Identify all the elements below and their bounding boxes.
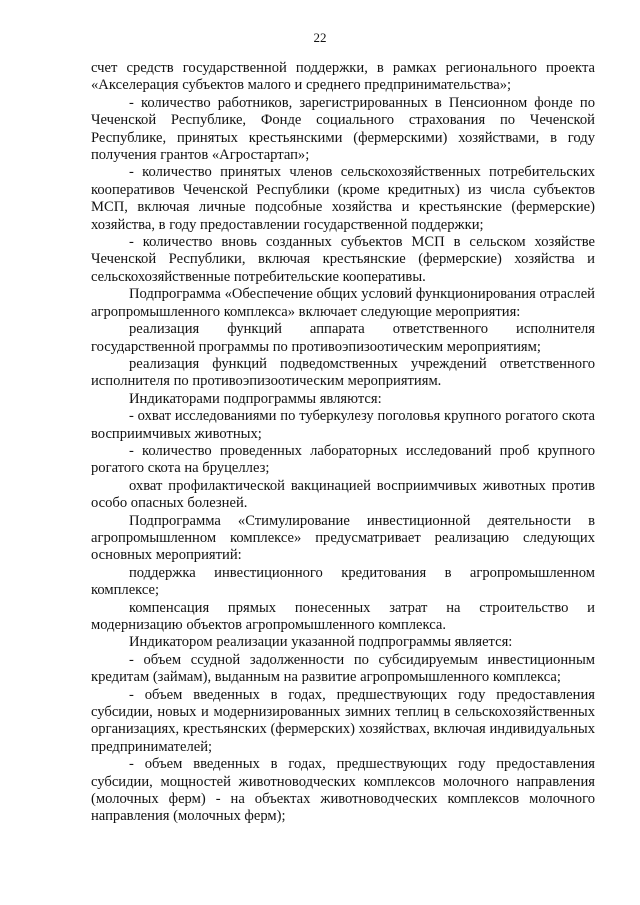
subprogram-paragraph: Подпрограмма «Стимулирование инвестиционной деятельности в агропромышленном комплексе» предусматривает реализацию следующих основных мероприятий: [91,512,595,564]
bullet-paragraph: - количество принятых членов сельскохозяйственных потребительских кооперативов Чеченской Республики (кроме кредитных) из числа субъектов МСП, включая личные подсобные хозяйства и крестьянские (фермерские) хозяйства, в году предоставлении государственной поддержки; [91,164,595,233]
paragraph: счет средств государственной поддержки, в рамках регионального проекта «Акселерация субъектов малого и среднего предпринимательства»; [91,60,595,94]
subprogram-paragraph: Подпрограмма «Обеспечение общих условий функционирования отраслей агропромышленного комплекса» включает следующие мероприятия: [91,286,595,320]
bullet-paragraph: - количество вновь созданных субъектов МСП в сельском хозяйстве Чеченской Республики, включая крестьянские (фермерские) хозяйства и сельскохозяйственные потребительские кооперативы. [91,234,595,285]
paragraph: реализация функций аппарата ответственного исполнителя государственной программы по противоэпизоотическим мероприятиям; [91,321,595,355]
document-body [91,60,595,826]
paragraph: реализация функций подведомственных учреждений ответственного исполнителя по противоэпизоотическим мероприятиям. [91,355,595,390]
bullet-paragraph: - объем введенных в годах, предшествующих году предоставления субсидии, новых и модернизированных зимних теплиц в сельскохозяйственных организациях, крестьянских (фермерских) хозяйствах, включая индивидуальных предпринимателей; [91,686,595,755]
paragraph: поддержка инвестиционного кредитования в агропромышленном комплексе; [91,564,595,599]
paragraph: компенсация прямых понесенных затрат на строительство и модернизацию объектов агропромышленного комплекса. [91,599,595,633]
bullet-paragraph: - количество работников, зарегистрированных в Пенсионном фонде по Чеченской Республике, Фонде социального страхования по Чеченской Республике, принятых крестьянскими (фермерскими) хозяйствами, в году получения грантов «Агростартап»; [91,94,595,164]
bullet-paragraph: - количество проведенных лабораторных исследований проб крупного рогатого скота на бруцеллез; [91,442,595,477]
indicators-heading: Индикаторами подпрограммы являются: [129,390,382,407]
paragraph: охват профилактической вакцинацией восприимчивых животных против особо опасных болезней. [91,477,595,512]
indicators-heading: Индикатором реализации указанной подпрограммы является: [129,634,513,651]
bullet-paragraph: - объем введенных в годах, предшествующих году предоставления субсидии, мощностей животноводческих комплексов молочного направления (молочных ферм) - на объектах животноводческих комплексов молочного направления (молочных ферм); [91,756,595,825]
bullet-paragraph: - охват исследованиями по туберкулезу поголовья крупного рогатого скота восприимчивых животных; [91,408,595,442]
bullet-paragraph: - объем ссудной задолженности по субсидируемым инвестиционным кредитам (займам), выданным на развитие агропромышленного комплекса; [91,651,595,686]
page-number: 22 [313,30,327,45]
